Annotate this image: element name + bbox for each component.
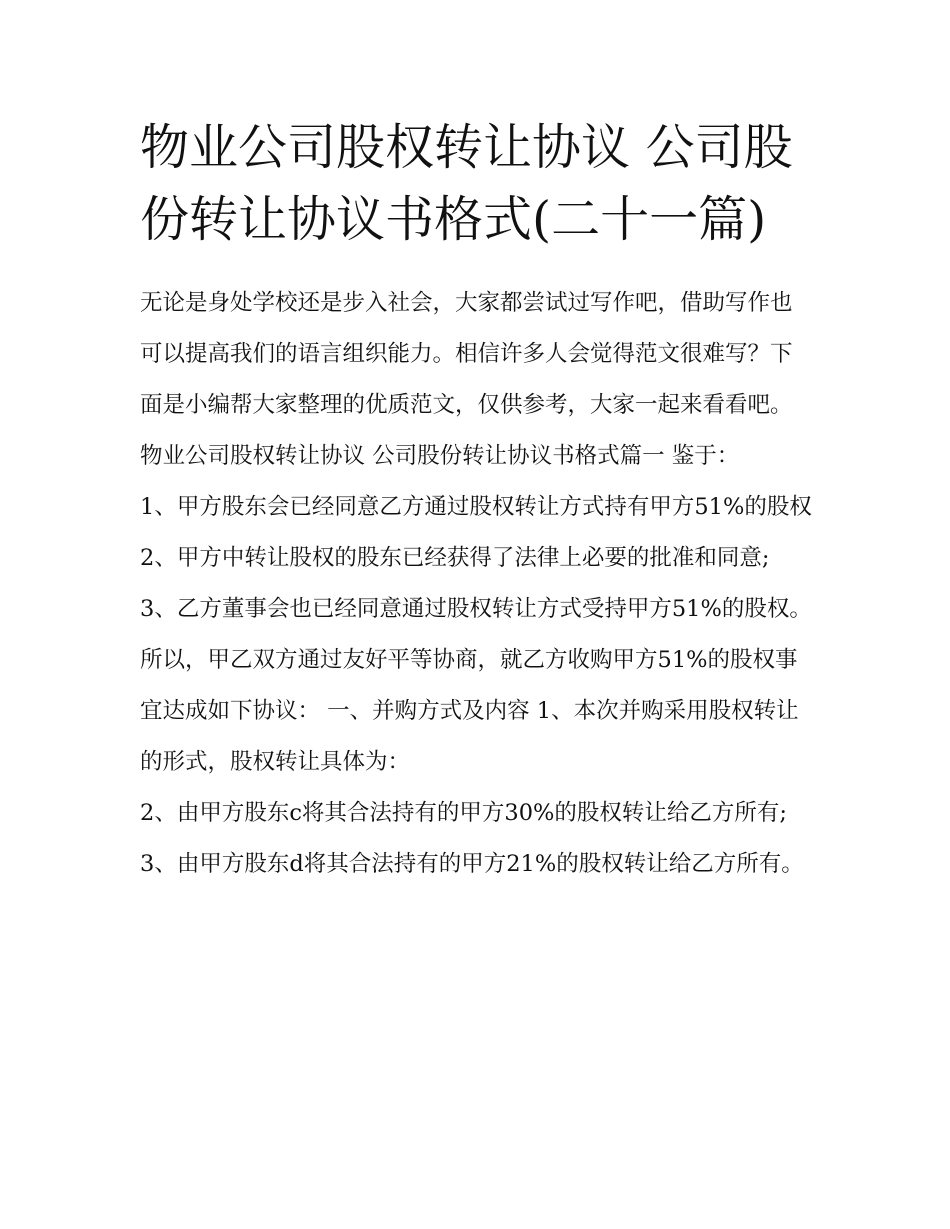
document-title: 物业公司股权转让协议 公司股份转让协议书格式(二十一篇) xyxy=(140,119,793,248)
paragraph-transfer-details: 2、由甲方股东c将其合法持有的甲方30%的股权转让给乙方所有; 3、由甲方股东d将其合法持有的甲方21%的股权转让给乙方所有。 xyxy=(140,800,804,877)
paragraph-section-heading: 物业公司股权转让协议 公司股份转让协议书格式篇一 鉴于： xyxy=(140,443,740,469)
paragraph-clause-1: 1、甲方股东会已经同意乙方通过股权转让方式持有甲方51%的股权 xyxy=(140,494,812,520)
paragraph-intro: 无论是身处学校还是步入社会，大家都尝试过写作吧，借助写作也可以提高我们的语言组织能力。相信许多人会觉得范文很难写？下面是小编帮大家整理的优质范文，仅供参考，大家一起来看看吧。 xyxy=(140,290,793,418)
document-page xyxy=(140,112,812,890)
paragraph-agreement: 所以，甲乙双方通过友好平等协商，就乙方收购甲方51%的股权事宜达成如下协议： 一、并购方式及内容 1、本次并购采用股权转让的形式，股权转让具体为： xyxy=(140,647,799,775)
paragraph-clause-2-3: 2、甲方中转让股权的股东已经获得了法律上必要的批准和同意; 3、乙方董事会也已经同意通过股权转让方式受持甲方51%的股权。 xyxy=(140,545,812,622)
document-body xyxy=(140,278,812,890)
